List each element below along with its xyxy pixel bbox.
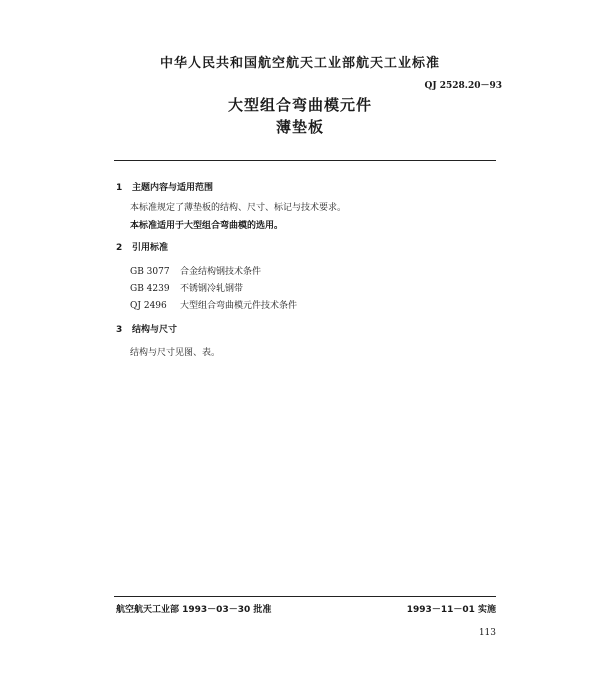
section-number: 1	[116, 183, 123, 193]
paragraph: 本标准适用于大型组合弯曲模的选用。	[130, 221, 284, 231]
approval-note: 航空航天工业部 1993－03－30 批准	[116, 605, 272, 615]
footer-rule	[114, 596, 496, 597]
section-title: 主题内容与适用范围	[132, 183, 214, 193]
section-title: 引用标准	[132, 243, 169, 253]
page-number: 113	[478, 628, 496, 638]
document-title: 大型组合弯曲模元件	[227, 96, 372, 114]
section-number: 2	[116, 243, 123, 253]
reference-title: 合金结构钢技术条件	[180, 267, 262, 277]
section-heading	[116, 180, 213, 193]
section-title: 结构与尺寸	[132, 325, 178, 335]
reference-code: QJ 2496	[130, 301, 167, 311]
reference-code: GB 4239	[130, 284, 170, 294]
reference-code: GB 3077	[130, 267, 170, 277]
section-heading	[116, 240, 168, 253]
reference-title: 大型组合弯曲模元件技术条件	[180, 301, 298, 311]
section-heading	[116, 322, 177, 335]
section-number: 3	[116, 325, 123, 335]
reference-item	[130, 281, 243, 294]
standard-number: QJ 2528.20－93	[424, 81, 502, 91]
document-subtitle: 薄垫板	[275, 118, 324, 136]
paragraph: 结构与尺寸见图、表。	[130, 348, 221, 358]
reference-title: 不锈钢冷轧钢带	[180, 284, 244, 294]
issuing-organization: 中华人民共和国航空航天工业部航天工业标准	[159, 56, 440, 71]
implementation-date: 1993－11－01 实施	[406, 605, 496, 615]
reference-item	[130, 264, 261, 277]
header-rule	[114, 160, 496, 161]
paragraph: 本标准规定了薄垫板的结构、尺寸、标记与技术要求。	[130, 203, 347, 213]
reference-item	[130, 298, 297, 311]
